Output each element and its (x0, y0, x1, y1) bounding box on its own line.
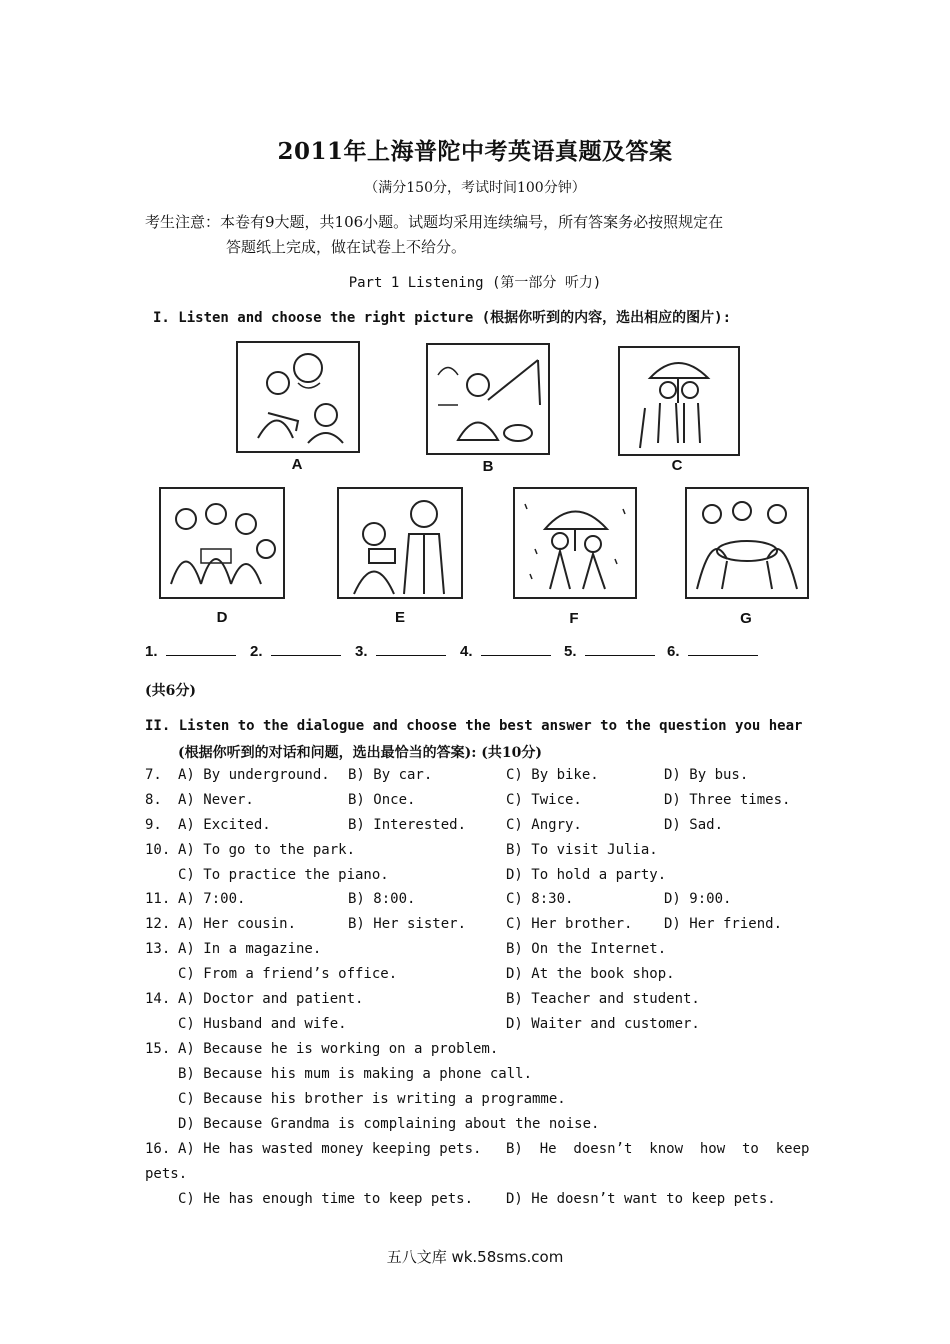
option-b-continued: pets. (145, 1166, 188, 1182)
question-number: 12. (145, 916, 171, 932)
question-number: 16. (145, 1141, 171, 1157)
option-b[interactable]: B) Because his mum is making a phone call. (178, 1066, 533, 1082)
option-d[interactable]: D) He doesn’t want to keep pets. (506, 1191, 776, 1207)
question-number: 8. (145, 792, 162, 808)
blank-number: 5. (564, 643, 577, 660)
picture-b-label: B (482, 458, 494, 475)
option-c[interactable]: C) Twice. (506, 792, 582, 808)
picture-e-label: E (394, 609, 405, 626)
option-b[interactable]: B) To visit Julia. (506, 842, 658, 858)
option-b[interactable]: B) Teacher and student. (506, 991, 700, 1007)
option-d[interactable]: D) At the book shop. (506, 966, 675, 982)
option-d[interactable]: D) Waiter and customer. (506, 1016, 700, 1032)
option-c[interactable]: C) Husband and wife. (178, 1016, 347, 1032)
section-1-score: (共6分) (145, 683, 196, 699)
section-2-heading: II. Listen to the dialogue and choose the best answer to the question you hear (145, 718, 803, 734)
option-b[interactable]: B) Interested. (348, 817, 467, 833)
option-b[interactable]: B) 8:00. (348, 891, 416, 907)
option-c[interactable]: C) Because his brother is writing a programme. (178, 1091, 566, 1107)
answer-blank-5[interactable] (564, 643, 655, 660)
option-a[interactable]: A) Excited. (178, 817, 271, 833)
question-number: 14. (145, 991, 171, 1007)
answer-blank-2[interactable] (250, 643, 341, 660)
rain-umbrella-icon (515, 489, 635, 597)
option-d[interactable]: D) Because Grandma is complaining about the noise. (178, 1116, 600, 1132)
option-d[interactable]: D) Three times. (664, 792, 791, 808)
option-c[interactable]: C) By bike. (506, 767, 599, 783)
question-number: 7. (145, 767, 162, 783)
option-d[interactable]: D) 9:00. (664, 891, 732, 907)
picture-a-label: A (291, 456, 303, 473)
option-c[interactable]: C) Her brother. (506, 916, 633, 932)
option-d[interactable]: D) By bus. (664, 767, 749, 783)
option-c[interactable]: C) Angry. (506, 817, 582, 833)
option-a[interactable]: A) To go to the park. (178, 842, 356, 858)
answer-blank-1[interactable] (145, 643, 236, 660)
option-c[interactable]: C) 8:30. (506, 891, 574, 907)
answer-blank-6[interactable] (667, 643, 758, 660)
blank-number: 2. (250, 643, 263, 660)
option-a[interactable]: A) Never. (178, 792, 254, 808)
picture-e (337, 487, 463, 599)
fishing-scene-icon (428, 345, 548, 453)
option-b[interactable]: B) On the Internet. (506, 941, 667, 957)
option-b[interactable]: B) He doesn’t know how to keep (506, 1141, 810, 1157)
answer-blank-3[interactable] (355, 643, 446, 660)
page-title: 2011年上海普陀中考英语真题及答案 (277, 138, 673, 165)
picture-g-label: G (740, 610, 752, 627)
part-heading: Part 1 Listening (第一部分 听力) (348, 275, 602, 291)
footer-watermark: 五八文库 wk.58sms.com (386, 1248, 564, 1266)
question-number: 13. (145, 941, 171, 957)
option-a[interactable]: A) In a magazine. (178, 941, 322, 957)
section-1-heading: I. Listen and choose the right picture (根据你听到的内容，选出相应的图片): (153, 310, 732, 326)
option-a[interactable]: A) 7:00. (178, 891, 246, 907)
question-number: 15. (145, 1041, 171, 1057)
section-2-heading-cn: (根据你听到的对话和问题，选出最恰当的答案): (共10分) (178, 745, 543, 761)
exam-subtitle: （满分150分，考试时间100分钟） (364, 180, 586, 196)
option-c[interactable]: C) He has enough time to keep pets. (178, 1191, 474, 1207)
question-number: 11. (145, 891, 171, 907)
question-number: 10. (145, 842, 171, 858)
picture-b (426, 343, 550, 455)
answer-blank-4[interactable] (460, 643, 551, 660)
picture-f-label: F (569, 610, 579, 627)
option-a[interactable]: A) Doctor and patient. (178, 991, 364, 1007)
option-a[interactable]: A) By underground. (178, 767, 330, 783)
option-b[interactable]: B) Once. (348, 792, 416, 808)
picture-g (685, 487, 809, 599)
people-scene-icon (238, 343, 358, 451)
picture-f (513, 487, 637, 599)
blank-number: 6. (667, 643, 680, 660)
crowd-scene-icon (161, 489, 283, 597)
option-a[interactable]: A) He has wasted money keeping pets. (178, 1141, 482, 1157)
option-a[interactable]: A) Because he is working on a problem. (178, 1041, 499, 1057)
question-number: 9. (145, 817, 162, 833)
notice-line-2: 答题纸上完成，做在试卷上不给分。 (226, 238, 467, 256)
camera-scene-icon (339, 489, 461, 597)
blank-number: 3. (355, 643, 368, 660)
notice-line-1: 考生注意：本卷有9大题，共106小题。试题均采用连续编号，所有答案务必按照规定在 (145, 213, 724, 231)
blank-number: 4. (460, 643, 473, 660)
option-c[interactable]: C) From a friend’s office. (178, 966, 398, 982)
picture-d-label: D (216, 609, 228, 626)
option-d[interactable]: D) Her friend. (664, 916, 783, 932)
option-a[interactable]: A) Her cousin. (178, 916, 297, 932)
option-d[interactable]: D) Sad. (664, 817, 724, 833)
option-c[interactable]: C) To practice the piano. (178, 867, 389, 883)
option-b[interactable]: B) Her sister. (348, 916, 467, 932)
picture-c (618, 346, 740, 456)
blank-number: 1. (145, 643, 158, 660)
party-scene-icon (687, 489, 807, 597)
option-d[interactable]: D) To hold a party. (506, 867, 667, 883)
umbrella-couple-icon (620, 348, 738, 454)
picture-c-label: C (671, 457, 683, 474)
option-b[interactable]: B) By car. (348, 767, 433, 783)
picture-a (236, 341, 360, 453)
picture-d (159, 487, 285, 599)
